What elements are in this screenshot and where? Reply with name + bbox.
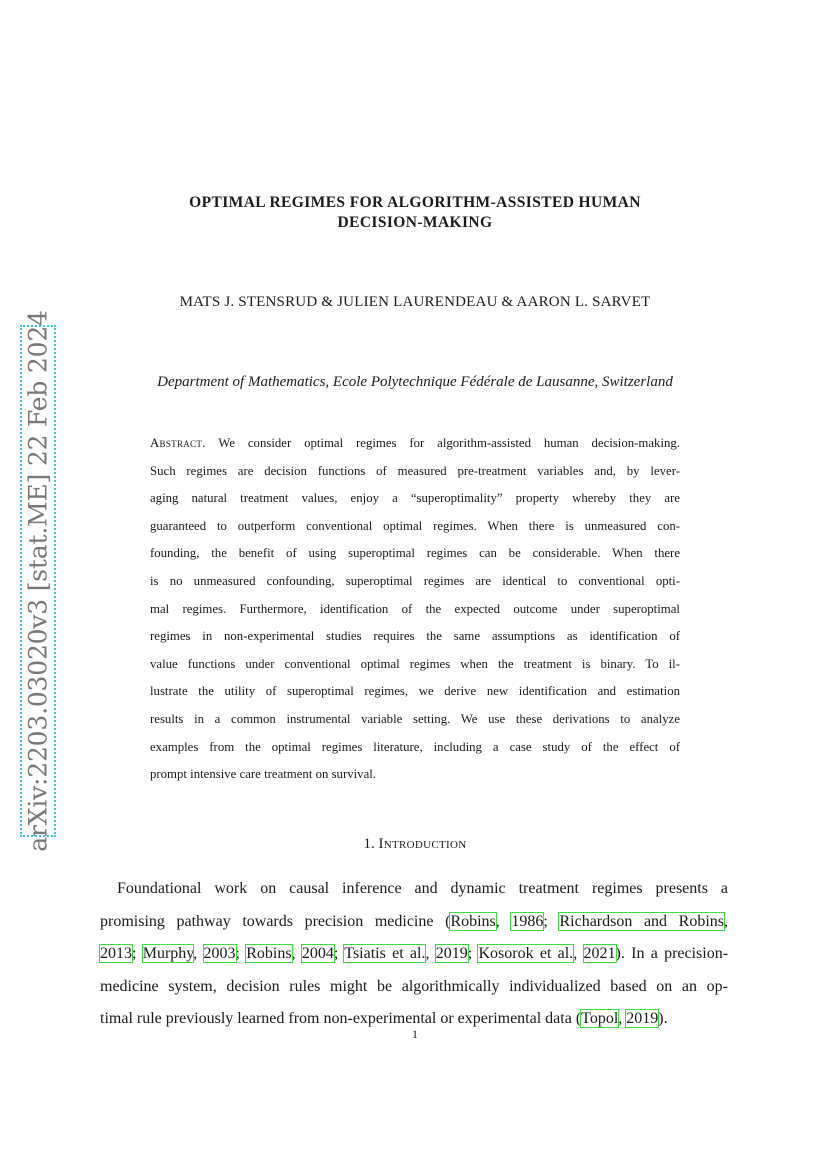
citation-link[interactable]: Robins [450, 912, 496, 930]
citation-link[interactable]: Murphy [142, 945, 194, 962]
arxiv-identifier[interactable]: arXiv:2203.03020v3 [stat.ME] 22 Feb 2024 [23, 310, 53, 852]
abstract-line: prompt intensive care treatment on survival. [150, 767, 377, 782]
citation-link[interactable]: 2013 [100, 945, 132, 962]
abstract-line: regimes in non-experimental studies requires the same assumptions as identification of [150, 629, 680, 644]
body-line: promising pathway towards precision medicine (Robins, 1986; Richardson and Robins, [100, 912, 729, 930]
abstract-line: value functions under conventional optimal regimes when the treatment is binary. To il- [150, 656, 680, 671]
page-number: 1 [412, 1027, 418, 1041]
abstract-line: founding, the benefit of using superoptimal regimes can be considerable. When there [150, 546, 680, 561]
paper-title [100, 193, 730, 233]
abstract-line: examples from the optimal regimes literature, including a case study of the effect of [150, 739, 680, 754]
affiliation: Department of Mathematics, Ecole Polytechnique Fédérale de Lausanne, Switzerland [157, 374, 673, 390]
citation-link[interactable]: 2019 [435, 945, 468, 962]
body-line: medicine system, decision rules might be algorithmically individualized based on an op- [100, 977, 728, 995]
citation-link[interactable]: 2004 [301, 945, 334, 962]
citation-link[interactable]: 2021 [583, 945, 616, 962]
abstract-line: mal regimes. Furthermore, identification of the expected outcome under superoptimal [150, 601, 680, 616]
abstract [150, 430, 680, 789]
abstract-line: lustrate the utility of superoptimal regimes, we derive new identification and estimation [150, 684, 680, 699]
citation-link[interactable]: Kosorok et al. [478, 945, 574, 962]
citation-link[interactable]: 2019 [626, 1010, 659, 1027]
body-line: timal rule previously learned from non-experimental or experimental data (Topol, 2019). [100, 1010, 668, 1027]
abstract-line: aging natural treatment values, enjoy a “superoptimality” property whereby they are [150, 491, 680, 506]
abstract-line: guaranteed to outperform conventional optimal regimes. When there is unmeasured con- [150, 518, 680, 533]
body-line: Foundational work on causal inference and dynamic treatment regimes presents a [117, 880, 728, 897]
abstract-line: Abstract. We consider optimal regimes for algorithm-assisted human decision-making. [150, 436, 681, 450]
section-title: Introduction [378, 836, 467, 852]
abstract-line: results in a common instrumental variable setting. We use these derivations to analyze [150, 711, 680, 726]
citation-link[interactable]: Tsiatis et al. [344, 945, 426, 962]
abstract-label: Abstract. [150, 436, 206, 450]
citation-link[interactable]: Richardson and Robins [559, 912, 725, 930]
citation-link[interactable]: 1986 [511, 912, 544, 930]
citation-link[interactable]: 2003 [203, 945, 236, 962]
abstract-line: Such regimes are decision functions of measured pre-treatment variables and, by lever- [150, 463, 680, 478]
section-heading [100, 836, 730, 853]
authors: MATS J. STENSRUD & JULIEN LAURENDEAU & AARON L. SARVET [179, 294, 651, 310]
citation-link[interactable]: Topol [581, 1010, 619, 1027]
citation-link[interactable]: Robins [246, 945, 292, 962]
intro-paragraph [100, 873, 728, 1036]
section-number: 1. [363, 836, 375, 852]
body-line: 2013; Murphy, 2003; Robins, 2004; Tsiatis et al., 2019; Kosorok et al., 2021). In a precision- [100, 945, 729, 962]
title-line-2: DECISION-MAKING [337, 214, 493, 231]
title-line-1: OPTIMAL REGIMES FOR ALGORITHM-ASSISTED HUMAN [189, 194, 641, 211]
abstract-line: is no unmeasured confounding, superoptimal regimes are identical to conventional opti- [150, 573, 680, 588]
